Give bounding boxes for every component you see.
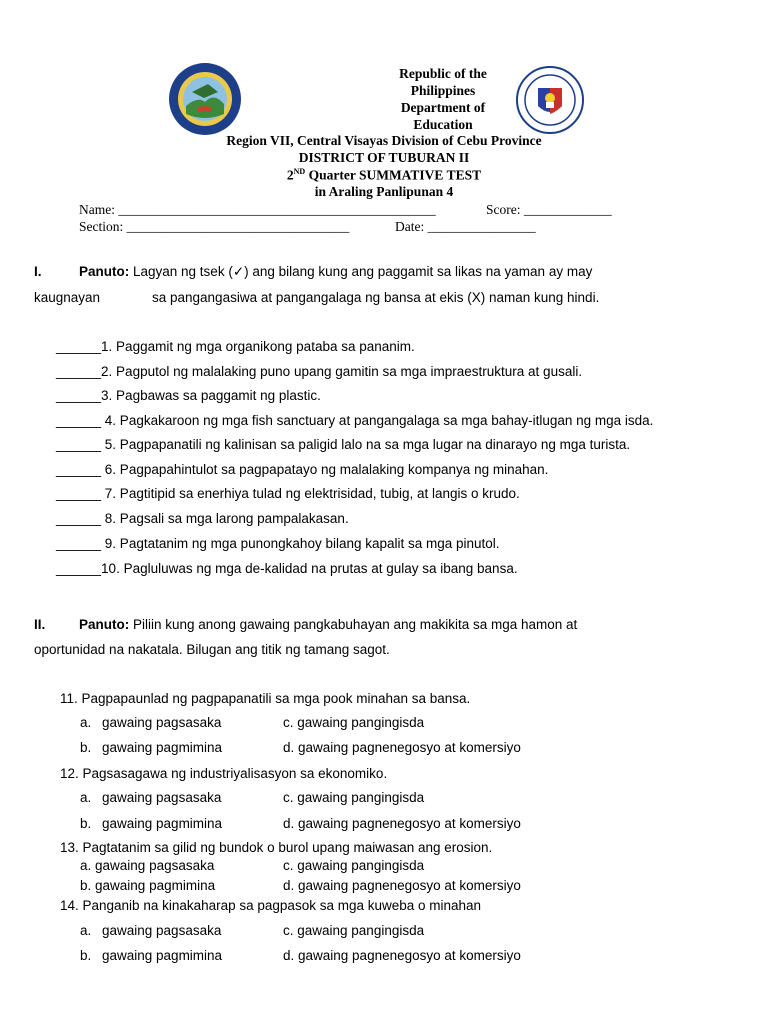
question-13: 13. Pagtatanim sa gilid ng bundok o burol upang maiwasan ang erosion.: [60, 840, 493, 855]
part1-instruction-line2a: kaugnayan: [34, 290, 101, 305]
section-field[interactable]: Section: _________________________________: [79, 219, 350, 234]
choice-letter: b.: [80, 740, 92, 755]
choice-d[interactable]: d. gawaing pagnenegosyo at komersiyo: [283, 740, 521, 755]
choice-b[interactable]: gawaing pagmimina: [102, 740, 223, 755]
part1-item[interactable]: ______ 4. Pagkakaroon ng mga fish sanctuary at pangangalaga sa mga bahay-itlugan ng mga isda.: [56, 413, 654, 428]
choice-letter: a.: [80, 858, 92, 873]
choice-a[interactable]: gawaing pagsasaka: [102, 790, 222, 805]
part1-item[interactable]: ______2. Pagputol ng malalaking puno upang gamitin sa mga impraestruktura at gusali.: [56, 364, 583, 379]
question-12: 12. Pagsasagawa ng industriyalisasyon sa ekonomiko.: [60, 766, 388, 781]
choice-text: gawaing pagmimina: [95, 878, 216, 893]
choice-a[interactable]: gawaing pagsasaka: [102, 923, 222, 938]
part2-instruction-text: Piliin kung anong gawaing pangkabuhayan ang makikita sa mga hamon at: [129, 617, 578, 632]
part1-item[interactable]: ______ 9. Pagtatanim ng mga punongkahoy bilang kapalit sa mga pinutol.: [56, 536, 500, 551]
part2-instruction-line2: oportunidad na nakatala. Bilugan ang titik ng tamang sagot.: [34, 642, 390, 657]
quarter-number: 2: [286, 167, 294, 183]
quarter-title: Quarter SUMMATIVE TEST: [305, 167, 482, 183]
question-14: 14. Panganib na kinakaharap sa pagpasok sa mga kuweba o minahan: [60, 898, 482, 913]
choice-a[interactable]: [80, 858, 214, 873]
part2-panuto-label: Panuto:: [79, 617, 130, 632]
part1-instruction-line2b: sa pangangasiwa at pangangalaga ng bansa at ekis (X) naman kung hindi.: [152, 290, 600, 305]
republic-line-2: Philippines: [410, 83, 476, 98]
choice-d[interactable]: d. gawaing pagnenegosyo at komersiyo: [283, 816, 521, 831]
part1-instruction: [79, 264, 592, 280]
choice-letter: a.: [80, 715, 92, 730]
part1-item[interactable]: ______ 8. Pagsali sa mga larong pampalakasan.: [56, 511, 349, 526]
part2-numeral: II.: [34, 617, 46, 632]
choice-letter: b.: [80, 948, 92, 963]
part1-item[interactable]: ______1. Paggamit ng mga organikong pataba sa pananim.: [56, 339, 415, 354]
part1-panuto-label: Panuto:: [79, 264, 130, 279]
division-seal-icon: [168, 62, 242, 136]
department-line-1: Department of: [400, 100, 486, 115]
part1-instruction-text: Lagyan ng tsek (✓) ang bilang kung ang paggamit sa likas na yaman ay may: [129, 264, 593, 279]
part1-numeral: I.: [34, 264, 42, 279]
choice-letter: a.: [80, 923, 92, 938]
part1-item[interactable]: ______10. Pagluluwas ng mga de-kalidad na prutas at gulay sa ibang bansa.: [56, 561, 518, 576]
choice-letter: a.: [80, 790, 92, 805]
part1-item[interactable]: ______3. Pagbawas sa paggamit ng plastic.: [56, 388, 321, 403]
test-title: [0, 167, 768, 184]
question-11: 11. Pagpapaunlad ng pagpapanatili sa mga pook minahan sa bansa.: [60, 691, 471, 706]
score-field[interactable]: Score: _____________: [486, 202, 612, 217]
district-line: DISTRICT OF TUBURAN II: [298, 150, 470, 165]
deped-seal-icon: [516, 66, 584, 134]
date-field[interactable]: Date: ________________: [395, 219, 536, 234]
choice-c[interactable]: c. gawaing pangingisda: [283, 715, 425, 730]
choice-d[interactable]: d. gawaing pagnenegosyo at komersiyo: [283, 878, 521, 893]
quarter-superscript: ND: [293, 167, 306, 176]
department-line-2: Education: [413, 117, 473, 132]
republic-line-1: Republic of the: [399, 66, 487, 81]
choice-b[interactable]: gawaing pagmimina: [102, 816, 223, 831]
part1-item[interactable]: ______ 7. Pagtitipid sa enerhiya tulad ng elektrisidad, tubig, at langis o krudo.: [56, 486, 520, 501]
choice-c[interactable]: c. gawaing pangingisda: [283, 858, 425, 873]
name-field[interactable]: Name: _______________________________________________: [79, 202, 436, 217]
choice-b[interactable]: [80, 878, 215, 893]
choice-text: gawaing pagsasaka: [95, 858, 215, 873]
choice-b[interactable]: gawaing pagmimina: [102, 948, 223, 963]
subject-line: in Araling Panlipunan 4: [314, 184, 454, 199]
choice-a[interactable]: gawaing pagsasaka: [102, 715, 222, 730]
choice-letter: b.: [80, 816, 92, 831]
choice-d[interactable]: d. gawaing pagnenegosyo at komersiyo: [283, 948, 521, 963]
choice-c[interactable]: c. gawaing pangingisda: [283, 923, 425, 938]
part1-item[interactable]: ______ 5. Pagpapanatili ng kalinisan sa paligid lalo na sa mga lugar na dinarayo ng mga turista.: [56, 437, 631, 452]
region-line: Region VII, Central Visayas Division of Cebu Province: [226, 133, 542, 148]
choice-letter: b.: [80, 878, 92, 893]
choice-c[interactable]: c. gawaing pangingisda: [283, 790, 425, 805]
part1-item[interactable]: ______ 6. Pagpapahintulot sa pagpapatayo ng malalaking kompanya ng minahan.: [56, 462, 549, 477]
part2-instruction: [79, 617, 577, 632]
